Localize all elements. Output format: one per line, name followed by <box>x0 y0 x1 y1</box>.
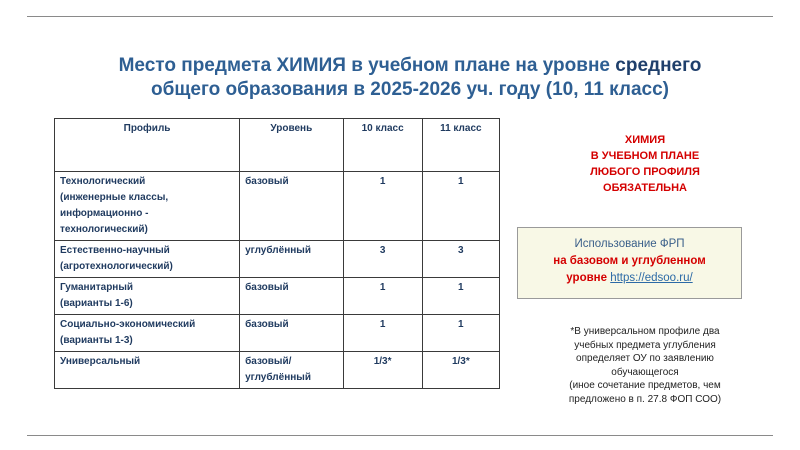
footnote <box>520 325 770 406</box>
table-row <box>55 352 500 389</box>
header-grade-10: 10 класс <box>343 119 422 172</box>
top-divider <box>27 16 773 17</box>
cell-profile <box>55 315 240 352</box>
header-level: Уровень <box>240 119 343 172</box>
cell-profile-line: Универсальный <box>60 356 141 367</box>
frp-line1: Использование ФРП <box>574 238 685 250</box>
cell-profile <box>55 241 240 278</box>
title-line1-emph: среднего <box>615 55 702 76</box>
frp-line2: на базовом и углубленном <box>553 255 706 267</box>
highlight-line: ХИМИЯ <box>624 134 666 146</box>
cell-profile-line: Технологический <box>60 176 146 187</box>
cell-grade-10: 1 <box>343 172 422 241</box>
cell-grade-11: 1 <box>422 172 499 241</box>
cell-level <box>240 172 343 241</box>
cell-level-line: базовый <box>245 319 289 330</box>
cell-grade-11: 1 <box>422 278 499 315</box>
table-row <box>55 172 500 241</box>
cell-grade-10: 1/3* <box>343 352 422 389</box>
title-line1: Место предмета ХИМИЯ в учебном плане на уровне <box>118 55 616 76</box>
footnote-line: (иное сочетание предметов, чем <box>569 380 721 391</box>
cell-grade-11: 3 <box>422 241 499 278</box>
curriculum-table <box>54 118 500 389</box>
footnote-line: учебных предмета углубления <box>574 339 716 351</box>
frp-info-box <box>517 227 742 299</box>
footnote-line: обучающегося <box>611 366 679 378</box>
highlight-line: ОБЯЗАТЕЛЬНА <box>603 182 687 194</box>
footnote-line: *В универсальном профиле два <box>570 326 720 337</box>
table-row <box>55 241 500 278</box>
footnote-line: определяет ОУ по заявлению <box>576 353 714 364</box>
cell-profile-line: информационно - <box>60 208 149 219</box>
cell-profile-line: Естественно-научный <box>60 245 170 256</box>
cell-profile-line: (варианты 1-3) <box>60 335 133 346</box>
table-row <box>55 315 500 352</box>
table-header-row <box>55 119 500 172</box>
table-row <box>55 278 500 315</box>
cell-level-line: углублённый <box>245 372 311 383</box>
cell-profile-line: технологический) <box>60 224 148 235</box>
title-line2: общего образования в 2025-2026 уч. году (10, 11 класс) <box>151 79 669 100</box>
cell-profile <box>55 172 240 241</box>
chemistry-mandatory-note <box>520 132 770 196</box>
highlight-line: ЛЮБОГО ПРОФИЛЯ <box>590 166 700 178</box>
frp-line3: уровне <box>566 272 608 284</box>
cell-profile <box>55 352 240 389</box>
cell-profile-line: (варианты 1-6) <box>60 298 133 309</box>
cell-profile-line: (инженерные классы, <box>60 192 169 203</box>
cell-profile-line: Социально-экономический <box>60 319 196 330</box>
cell-level <box>240 352 343 389</box>
cell-profile-line: Гуманитарный <box>60 282 134 293</box>
cell-grade-10: 1 <box>343 315 422 352</box>
edsoo-link[interactable]: https://edsoo.ru/ <box>610 272 693 284</box>
cell-level-line: базовый <box>245 176 289 187</box>
cell-level-line: углублённый <box>245 245 311 256</box>
cell-profile-line: (агротехнологический) <box>60 261 173 272</box>
page-title <box>60 54 760 102</box>
header-grade-11: 11 класс <box>422 119 499 172</box>
cell-grade-11: 1/3* <box>422 352 499 389</box>
cell-level <box>240 241 343 278</box>
cell-grade-11: 1 <box>422 315 499 352</box>
cell-profile <box>55 278 240 315</box>
bottom-divider <box>27 435 773 436</box>
footnote-line: предложено в п. 27.8 ФОП СОО) <box>568 393 722 405</box>
cell-grade-10: 1 <box>343 278 422 315</box>
cell-level-line: базовый <box>245 282 289 293</box>
header-profile: Профиль <box>55 119 240 172</box>
cell-grade-10: 3 <box>343 241 422 278</box>
cell-level-line: базовый/ <box>245 356 292 367</box>
highlight-line: В УЧЕБНОМ ПЛАНЕ <box>590 150 700 162</box>
cell-level <box>240 315 343 352</box>
cell-level <box>240 278 343 315</box>
